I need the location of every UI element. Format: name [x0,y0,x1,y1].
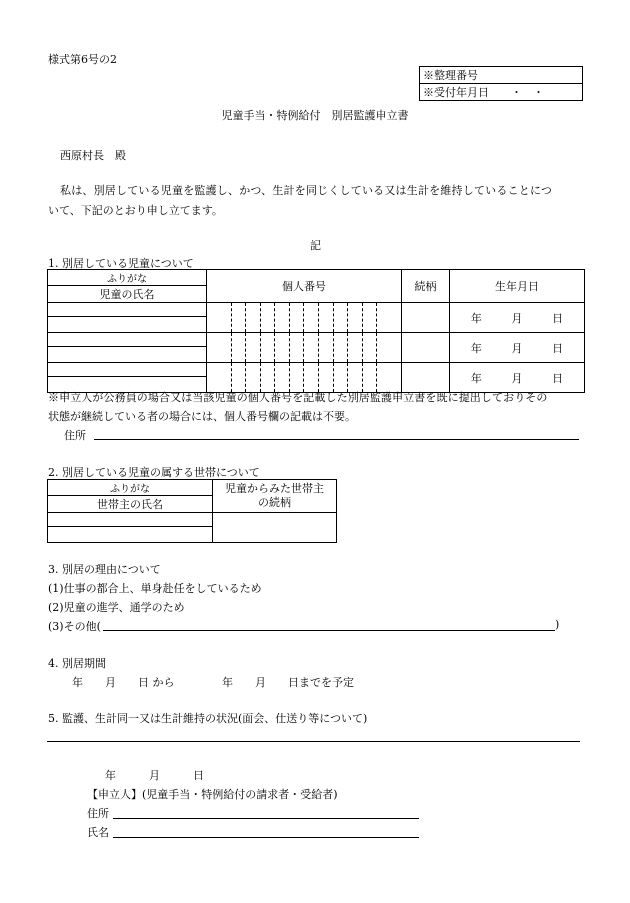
head-name-input[interactable] [48,527,213,543]
child-furigana-input[interactable] [48,333,207,347]
relationship-input[interactable] [402,333,450,363]
relationship-input[interactable] [402,363,450,393]
head-relationship-input[interactable] [213,513,337,543]
section1-heading: 1. 別居している児童について [48,257,194,270]
my-number-input[interactable] [207,363,402,393]
head-relationship-header [213,480,337,513]
reason-option-1[interactable]: (1)仕事の都合上、単身赴任をしているため [48,582,262,595]
applicant-label: 【申立人】(児童手当・特例給付の請求者・受給者) [87,788,338,801]
relationship-input[interactable] [402,303,450,333]
section5-heading: 5. 監護、生計同一又は生計維持の状況(面会、仕送り等について) [48,712,368,725]
child-address-label: 住所 [64,429,86,442]
head-name-header: 世帯主の氏名 [48,496,213,513]
birthdate-input[interactable] [450,363,585,393]
head-furigana-input[interactable] [48,513,213,527]
application-date[interactable]: 年 月 日 [105,769,204,782]
applicant-address-label: 住所 [87,807,109,820]
reason-option-3[interactable]: (3)その他( [48,620,101,633]
my-number-input[interactable] [207,333,402,363]
reason-other-line[interactable] [103,630,555,631]
ki-heading: 記 [310,239,321,252]
furigana-header: ふりがな [48,270,207,286]
control-number-field[interactable]: ※整理番号 [420,67,583,84]
page-title: 児童手当・特例給付 別居監護申立書 [221,109,409,122]
form-number: 様式第6号の2 [48,53,117,66]
reason-other-close: ) [555,618,560,631]
statement-line-2: いて、下記のとおり申し立てます。 [48,204,223,217]
received-date-field[interactable]: ※受付年月日 ・ ・ [420,84,583,101]
month-unit: 月 [511,371,523,385]
birthdate-input[interactable] [450,333,585,363]
day-unit: 日 [552,341,564,355]
child-name-input[interactable] [48,317,207,333]
applicant-address-line[interactable] [113,818,419,819]
section2-heading: 2. 別居している児童の属する世帯について [48,466,260,479]
mynumber-note-line-2: 状態が継続している者の場合には、個人番号欄の記載は不要。 [48,410,356,423]
separation-period[interactable]: 年 月 日 から 年 月 日までを予定 [72,676,354,689]
day-unit: 日 [552,311,564,325]
year-unit: 年 [470,311,482,325]
household-table [47,479,337,543]
office-use-box [419,66,583,101]
children-table [47,269,585,393]
applicant-name-label: 氏名 [87,826,109,839]
year-unit: 年 [470,371,482,385]
mynumber-note-line-1: ※申立人が公務員の場合又は当該児童の個人番号を記載した別居監護申立書を既に提出しておりその [48,391,548,404]
situation-line[interactable] [47,741,580,742]
year-unit: 年 [470,341,482,355]
head-relationship-header-line2: の続柄 [258,496,291,509]
child-furigana-input[interactable] [48,303,207,317]
household-furigana-header: ふりがな [48,480,213,496]
relationship-header: 続柄 [402,270,450,303]
reason-option-2[interactable]: (2)児童の進学、通学のため [48,601,185,614]
section3-heading: 3. 別居の理由について [48,563,161,576]
child-address-line[interactable] [94,439,579,440]
month-unit: 月 [511,311,523,325]
head-relationship-header-line1: 児童からみた世帯主 [225,482,324,495]
applicant-name-line[interactable] [113,837,419,838]
day-unit: 日 [552,371,564,385]
my-number-input[interactable] [207,303,402,333]
month-unit: 月 [511,341,523,355]
child-name-header: 児童の氏名 [48,286,207,303]
birthdate-input[interactable] [450,303,585,333]
child-name-input[interactable] [48,347,207,363]
statement-line-1: 私は、別居している児童を監護し、かつ、生計を同じくしている又は生計を維持していることにつ [60,184,553,197]
addressee: 西原村長 殿 [60,149,126,162]
my-number-header: 個人番号 [207,270,402,303]
birthdate-header: 生年月日 [450,270,585,303]
section4-heading: 4. 別居期間 [48,657,106,670]
child-furigana-input[interactable] [48,363,207,377]
